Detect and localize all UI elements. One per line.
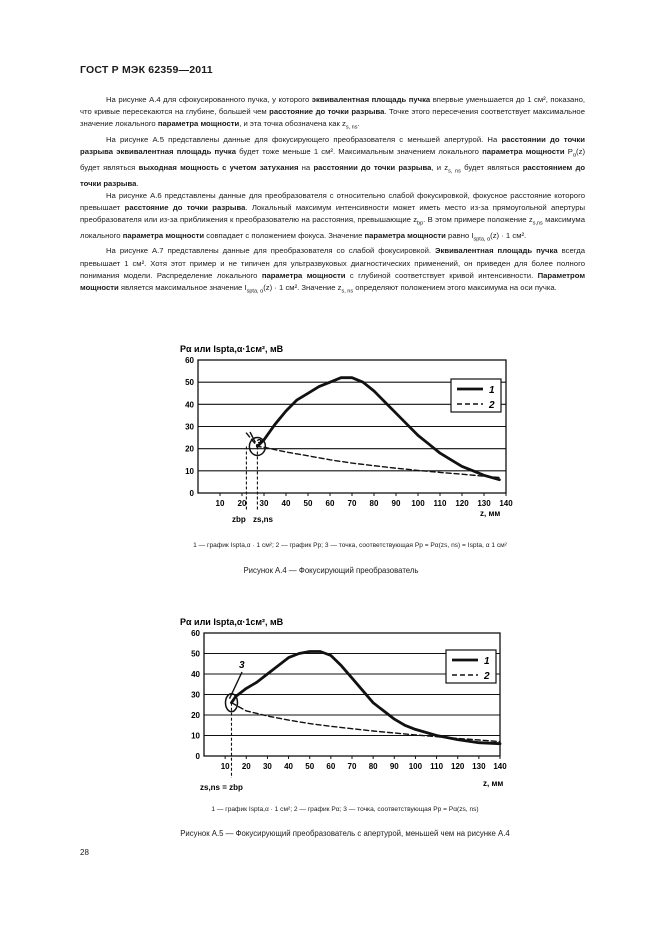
figure-a4-legend-2: 2: [489, 400, 495, 411]
bold-term: эквивалентная площадь пучка: [311, 95, 431, 104]
figure-a5-point-label: 3: [239, 660, 245, 671]
y-tick-label: 30: [191, 690, 200, 700]
x-tick-label: 100: [411, 499, 425, 508]
figure-a5-ylabel: Pα или Ispta,α·1см², мВ: [180, 617, 284, 627]
x-tick-label: 110: [433, 499, 447, 508]
document-header: ГОСТ Р МЭК 62359—2011: [80, 64, 213, 76]
x-tick-label: 70: [347, 762, 357, 771]
x-tick-label: 50: [305, 762, 315, 771]
x-tick-label: 20: [241, 762, 251, 771]
bold-term: расстоянии до точки разрыва эквивалентная площадь пучка: [80, 135, 585, 157]
text-run: . Точке этого пересечения соответствует максимальное значение локального: [80, 107, 585, 129]
figure-a5-caption: Рисунок А.5 — Фокусирующий преобразователь с апертурой, меньшей чем на рисунке А.4: [180, 829, 510, 838]
bold-term: расстояние до точки разрыва: [124, 202, 246, 212]
text-run: .: [136, 178, 139, 188]
figure-a5-plot: [180, 617, 507, 792]
figure-a5-note: 1 — график Ispta,α · 1 см²; 2 — график Pα; 3 — точка, соответствующая Pp = Pα(zs, ns): [211, 806, 479, 813]
figure-a5-xlabel: z, мм: [483, 779, 504, 788]
bold-term: расстоянием до точки разрыва: [80, 162, 586, 188]
x-tick-label: 30: [259, 499, 269, 508]
x-tick-label: 70: [347, 499, 357, 508]
x-tick-label: 120: [451, 762, 465, 771]
figure-a4-zsns-label: zs,ns: [253, 515, 274, 524]
y-tick-label: 10: [185, 466, 194, 476]
y-tick-label: 20: [185, 444, 194, 454]
x-tick-label: 20: [237, 499, 247, 508]
x-tick-label: 40: [281, 499, 291, 508]
y-tick-label: 60: [185, 356, 194, 365]
text-run: (z) · 1 см².: [490, 230, 527, 240]
text-run: На рисунке А.7 представлены данные для преобразователя со слабой фокусировкой.: [106, 246, 436, 256]
subscript: s, ns: [345, 124, 358, 131]
text-run: (z) · 1 см². Значение z: [263, 282, 342, 292]
subscript: spta, α: [246, 288, 264, 295]
bold-term: расстоянии до точки разрыва: [313, 162, 432, 172]
text-run: (z) будет являться: [80, 147, 586, 172]
x-tick-label: 110: [430, 762, 444, 771]
y-tick-label: 10: [191, 731, 200, 741]
figure-a4-note: 1 — график Ispta,α · 1 см²; 2 — график Pp; 3 — точка, соответствующая Pp = Pα(zs, ns) = Ispta, α 1 см²: [193, 542, 507, 549]
bold-term: параметра мощности: [482, 147, 565, 157]
x-tick-label: 140: [493, 762, 507, 771]
figure-a5-zs-label: zs,ns = zbp: [200, 783, 243, 792]
bold-term: выходная мощность с учетом затухания: [138, 162, 299, 172]
page-number: 28: [80, 848, 89, 857]
figure-a4-zbp-label: zbp: [232, 515, 246, 524]
y-tick-label: 50: [185, 378, 194, 388]
x-tick-label: 50: [303, 499, 313, 508]
bold-term: расстояние до точки разрыва: [269, 107, 385, 117]
figure-a4-plot: [180, 344, 513, 524]
x-tick-label: 90: [389, 762, 399, 771]
text-run: будет являться: [460, 162, 523, 172]
y-tick-label: 60: [191, 629, 200, 638]
y-tick-label: 20: [191, 711, 200, 720]
bold-term: Эквивалентная площадь пучка: [435, 246, 558, 256]
figure-a4-ylabel: Pα или Ispta,α·1см², мВ: [180, 344, 284, 354]
y-tick-label: 40: [191, 670, 200, 679]
x-tick-label: 30: [262, 762, 272, 771]
subscript: bp: [417, 220, 424, 227]
bold-term: Параметром мощности: [80, 270, 585, 292]
bold-term: параметра мощности: [261, 270, 346, 280]
x-tick-label: 60: [325, 499, 335, 508]
figure-a5-legend-2: 2: [484, 671, 490, 682]
y-tick-label: 0: [195, 752, 200, 761]
text-run: на: [298, 162, 314, 172]
bold-term: параметра мощности: [157, 119, 240, 129]
figure-a4-xlabel: z, мм: [480, 509, 501, 518]
y-tick-label: 30: [185, 422, 194, 432]
x-tick-label: 80: [369, 499, 379, 508]
figure-a5-legend-1: 1: [484, 656, 490, 667]
text-run: . В этом примере положение z: [423, 215, 533, 224]
text-run: определяют положением этого максимума на оси пучка.: [353, 282, 557, 292]
x-tick-label: 140: [499, 499, 513, 508]
x-tick-label: 120: [455, 499, 469, 508]
x-tick-label: 10: [215, 499, 225, 508]
text-run: P: [564, 147, 573, 157]
x-tick-label: 130: [477, 499, 491, 508]
text-run: совпадает с положением фокуса. Значение: [204, 230, 365, 240]
x-tick-label: 90: [391, 499, 401, 508]
text-run: с глубиной соответствует кривой интенсивности.: [345, 270, 538, 280]
figure-a4-point-label: 3: [256, 438, 262, 449]
subscript: α: [572, 152, 577, 159]
figure-a4-caption: Рисунок А.4 — Фокусирующий преобразователь: [243, 566, 419, 575]
text-run: будет тоже меньше 1 см². Максимальным значением локального: [235, 147, 483, 157]
text-run: является максимальное значение I: [118, 282, 247, 292]
text-run: впервые уменьшается до 1 см², показано, что кривые пересекаются на глубине, большей чем: [80, 95, 585, 117]
x-tick-label: 80: [368, 762, 378, 771]
y-tick-label: 40: [185, 400, 194, 410]
text-run: равно I: [445, 230, 474, 240]
x-tick-label: 10: [220, 762, 230, 771]
text-run: .: [357, 119, 360, 129]
y-tick-label: 50: [191, 649, 200, 659]
text-run: . Локальный максимум интенсивности может иметь место из-за прямоугольной апертуры преобразователя или из-за приближения к преобразователю на расстояния, превышающие z: [80, 202, 585, 224]
text-run: максимума локального: [80, 215, 585, 240]
text-run: На рисунке А.6 представлены данные для преобразователя с относительно слабой фокусировкой, фокусное расстояние которого превышает: [80, 190, 585, 212]
text-run: На рисунке А.4 для сфокусированного пучка, у которого: [106, 95, 312, 104]
text-run: , и эта точка обозначена как z: [239, 119, 346, 129]
text-run: , и z: [431, 162, 449, 172]
x-tick-label: 60: [326, 762, 336, 771]
bold-term: параметра мощности: [364, 230, 446, 240]
subscript: s, ns: [448, 168, 461, 175]
subscript: spta, α: [473, 236, 491, 243]
bold-term: параметра мощности: [122, 230, 205, 240]
x-tick-label: 100: [408, 762, 423, 771]
x-tick-label: 40: [284, 762, 294, 771]
text-run: всегда превышает 1 см². Хотя этот пример и не типичен для ультразвуковых диагностических применений, он приведен для более полного понимания модели. Распределение локального: [80, 246, 585, 280]
subscript: s,ns: [532, 220, 543, 227]
text-run: На рисунке А.5 представлены данные для фокусирующего преобразователя с меньшей апертурой. На: [106, 135, 502, 144]
subscript: s, ns: [341, 288, 354, 295]
figure-a4-legend-1: 1: [489, 385, 495, 396]
y-tick-label: 0: [189, 489, 194, 498]
x-tick-label: 130: [472, 762, 486, 771]
